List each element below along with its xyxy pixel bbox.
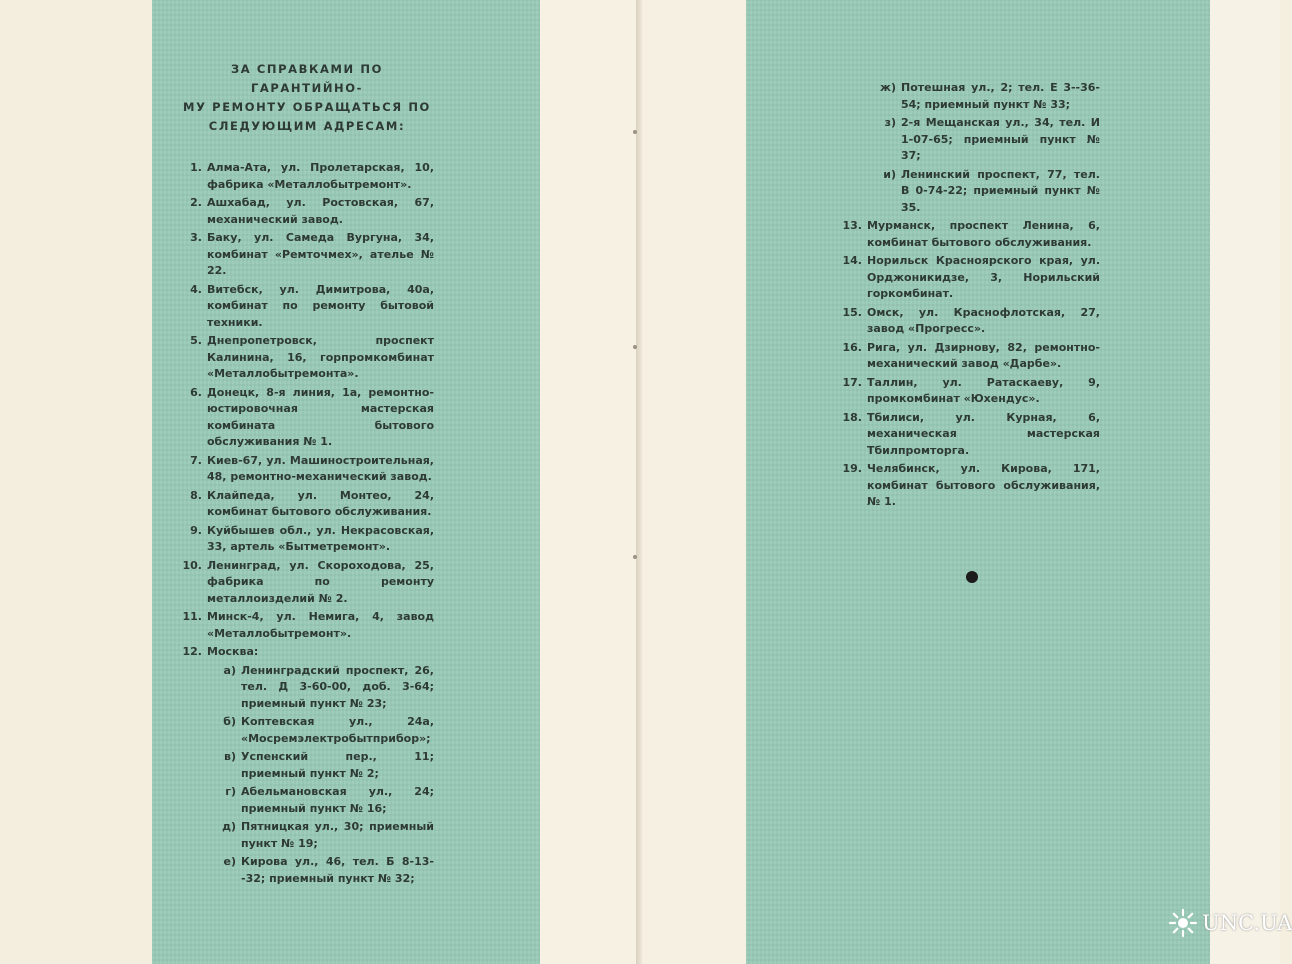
item-text: Абельмановская ул., 24; приемный пункт № 16; — [241, 785, 434, 815]
item-text: Рига, ул. Дзирнову, 82, ремонтно-механический завод «Дарбе». — [867, 340, 1100, 370]
item-number: 7. — [190, 453, 202, 467]
item-number: 4. — [190, 282, 202, 296]
item-text: Ленинский проспект, 77, тел. В 0-74-22; приемный пункт № 35. — [901, 167, 1100, 214]
item-text: Коптевская ул., 24а, «Мосремэлектробытприбор»; — [241, 715, 434, 745]
sub-address-item — [178, 854, 434, 887]
item-number: 13. — [842, 219, 862, 232]
item-text: Днепропетровск, проспект Калинина, 16, горпромкомбинат «Металлобытремонта». — [207, 334, 434, 380]
watermark-text: UNC.UA — [1202, 911, 1292, 935]
item-text: Тбилиси, ул. Курная, 6, механическая мастерская Тбилпромторга. — [867, 410, 1100, 457]
item-number: 3. — [190, 231, 202, 244]
item-text: Куйбышев обл., ул. Некрасовская, 33, артель «Бытметремонт». — [207, 523, 434, 553]
item-number: 5. — [190, 334, 202, 347]
item-text: Минск-4, ул. Немига, 4, завод «Металлобытремонт». — [207, 610, 434, 640]
item-number: 16. — [842, 340, 862, 354]
item-number: 2. — [190, 196, 202, 209]
item-text: Ленинград, ул. Скороходова, 25, фабрика по ремонту металлоизделий № 2. — [207, 558, 434, 605]
item-number: 8. — [190, 488, 202, 502]
item-number: 1. — [190, 161, 202, 174]
item-number: 6. — [190, 385, 202, 399]
address-item — [178, 453, 434, 486]
item-number: б) — [223, 715, 236, 728]
address-list-left — [178, 160, 434, 889]
item-text: Ашхабад, ул. Ростовская, 67, механический завод. — [207, 196, 434, 226]
item-number: 10. — [182, 558, 202, 572]
address-item — [178, 558, 434, 608]
item-text: Киев-67, ул. Машиностроительная, 48, ремонтно-механический завод. — [207, 453, 434, 483]
item-text: Витебск, ул. Димитрова, 40а, комбинат по ремонту бытовой техники. — [207, 282, 434, 329]
item-number: д) — [222, 820, 236, 833]
address-item — [178, 609, 434, 642]
binding-hole — [633, 345, 637, 349]
item-number: 9. — [190, 523, 202, 537]
item-number: з) — [884, 116, 896, 129]
binding-hole — [633, 130, 637, 134]
item-number: и) — [883, 167, 896, 181]
item-number: 12. — [182, 645, 202, 658]
address-item — [838, 218, 1100, 251]
address-item — [838, 410, 1100, 460]
decorative-dot — [966, 571, 978, 583]
address-item — [178, 488, 434, 521]
item-text: Баку, ул. Самеда Вургуна, 34, комбинат «Ремточмех», ателье № 22. — [207, 231, 434, 277]
address-item — [838, 253, 1100, 303]
right-page-inner-margin — [642, 0, 746, 964]
address-item — [178, 195, 434, 228]
item-text: Челябинск, ул. Кирова, 171, комбинат бытового обслуживания, № 1. — [867, 462, 1100, 508]
address-item — [178, 282, 434, 332]
left-page-margin — [0, 0, 152, 964]
address-item — [838, 375, 1100, 408]
address-item — [838, 305, 1100, 338]
address-item — [178, 385, 434, 451]
item-number: 15. — [842, 305, 862, 319]
item-number: 19. — [842, 462, 862, 475]
sub-address-item — [838, 167, 1100, 217]
address-item — [178, 644, 434, 661]
item-text: Потешная ул., 2; тел. Е 3--36-54; приемный пункт № 33; — [901, 81, 1100, 111]
right-page-margin — [1210, 0, 1280, 964]
item-number: 11. — [182, 610, 202, 623]
sub-address-item — [178, 749, 434, 782]
item-number: г) — [225, 785, 236, 798]
binding-hole — [633, 555, 637, 559]
sub-address-item — [178, 784, 434, 817]
item-text: Алма-Ата, ул. Пролетарская, 10, фабрика «Металлобытремонт». — [207, 161, 434, 191]
item-number: е) — [223, 855, 236, 868]
sub-address-item — [838, 80, 1100, 113]
address-item — [178, 333, 434, 383]
item-text: Ленинградский проспект, 26, тел. Д 3-60-00, доб. 3-64; приемный пункт № 23; — [241, 663, 434, 710]
sub-address-item — [838, 115, 1100, 165]
address-item — [838, 461, 1100, 511]
item-number: ж) — [880, 81, 896, 94]
item-number: 14. — [842, 254, 862, 267]
item-text: Москва: — [207, 645, 259, 658]
item-text: 2-я Мещанская ул., 34, тел. И 1-07-65; приемный пункт № 37; — [901, 116, 1100, 162]
address-item — [178, 160, 434, 193]
address-item — [178, 230, 434, 280]
sub-address-item — [178, 714, 434, 747]
sub-address-item — [178, 819, 434, 852]
item-text: Успенский пер., 11; приемный пункт № 2; — [241, 750, 434, 780]
item-text: Норильск Красноярского края, ул. Орджоникидзе, 3, Норильский горкомбинат. — [867, 254, 1100, 300]
address-list-right — [838, 80, 1100, 513]
item-text: Мурманск, проспект Ленина, 6, комбинат бытового обслуживания. — [867, 219, 1100, 249]
address-item — [838, 340, 1100, 373]
item-number: в) — [224, 750, 236, 763]
item-text: Клайпеда, ул. Монтео, 24, комбинат бытового обслуживания. — [207, 488, 434, 518]
watermark-logo — [1168, 908, 1292, 938]
item-text: Омск, ул. Краснофлотская, 27, завод «Прогресс». — [867, 305, 1100, 335]
item-text: Кирова ул., 46, тел. Б 8-13--32; приемный пункт № 32; — [241, 855, 434, 885]
address-item — [178, 523, 434, 556]
sun-icon — [1168, 908, 1198, 938]
item-text: Пятницкая ул., 30; приемный пункт № 19; — [241, 820, 434, 850]
item-text: Таллин, ул. Ратаскаеву, 9, промкомбинат «Юхендус». — [867, 375, 1100, 405]
item-text: Донецк, 8-я линия, 1а, ремонтно-юстировочная мастерская комбината бытового обслуживания № 1. — [207, 385, 434, 448]
item-number: а) — [223, 663, 236, 677]
page-heading: ЗА СПРАВКАМИ ПО ГАРАНТИЙНО- МУ РЕМОНТУ ОБРАЩАТЬСЯ ПО СЛЕДУЮЩИМ АДРЕСАМ: — [183, 62, 431, 133]
left-page-inner-margin — [540, 0, 644, 964]
sub-address-item — [178, 663, 434, 713]
item-number: 17. — [842, 375, 862, 389]
item-number: 18. — [842, 410, 862, 424]
